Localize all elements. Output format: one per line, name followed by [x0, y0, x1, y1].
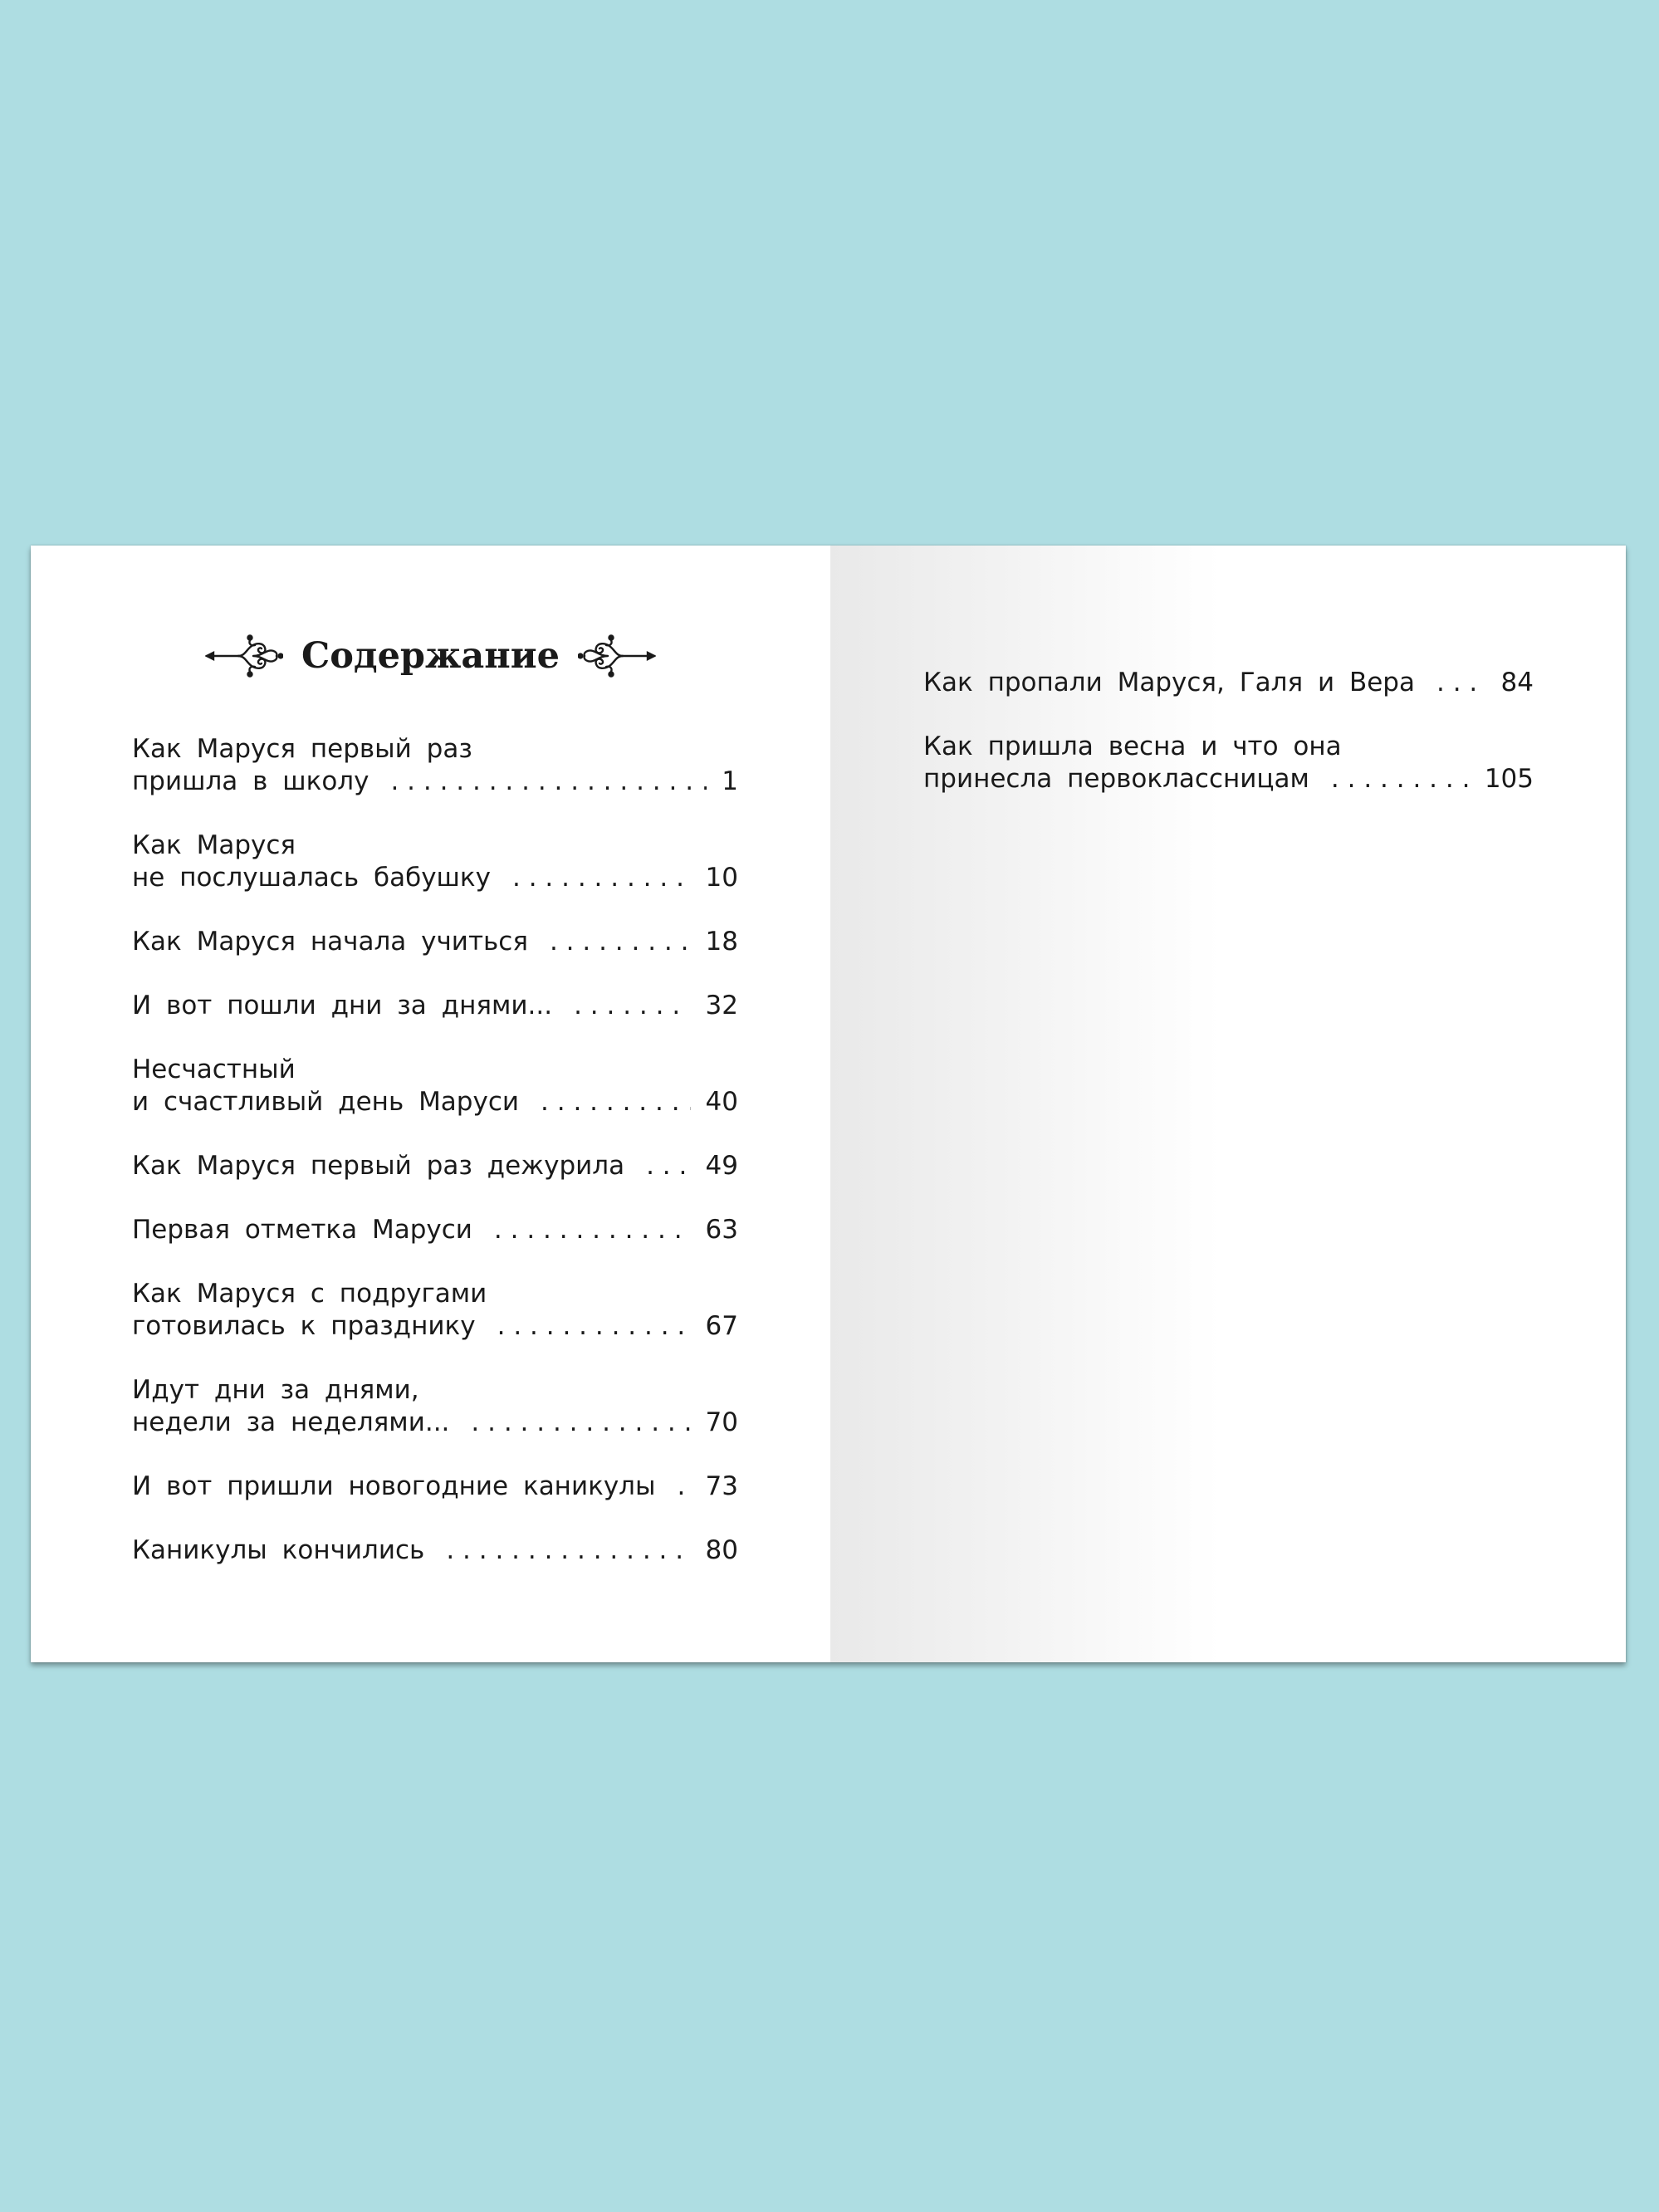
toc-entry-title-line: Каникулы кончились [132, 1535, 425, 1565]
toc-list-left [132, 733, 738, 1598]
toc-entry-title-line: Как Маруся с подругами [132, 1279, 487, 1309]
toc-list-right [923, 667, 1534, 827]
toc-entry-title-line: И вот пришли новогодние каникулы [132, 1471, 656, 1501]
left-page [31, 546, 830, 1662]
toc-entry[interactable] [132, 1471, 738, 1503]
toc-entry-last-line [132, 1214, 738, 1246]
dot-leader [646, 1150, 690, 1182]
toc-entry-last-line [923, 667, 1534, 699]
toc-entry-last-line [132, 990, 738, 1022]
toc-entry-last-line [132, 1407, 738, 1439]
toc-page-number: 10 [705, 863, 738, 893]
toc-entry-title-line: Как Маруся начала учиться [132, 927, 528, 957]
dot-leader [541, 1086, 691, 1118]
toc-entry-title-line: готовилась к празднику [132, 1311, 476, 1341]
toc-page-number: 67 [705, 1311, 738, 1341]
toc-entry[interactable] [132, 1214, 738, 1246]
toc-entry-last-line [132, 1086, 738, 1118]
toc-entry-title-line: недели за неделями... [132, 1407, 450, 1437]
toc-entry-title-line: И вот пошли дни за днями... [132, 991, 553, 1020]
toc-entry-last-line [132, 1471, 738, 1503]
toc-entry-title-line: Идут дни за днями, [132, 1375, 419, 1405]
flourish-ornament-left-icon [205, 631, 283, 681]
toc-page-number: 32 [705, 991, 738, 1020]
toc-entry-title-line: и счастливый день Маруси [132, 1087, 520, 1117]
toc-entry-title-line: принесла первоклассницам [923, 764, 1309, 794]
toc-entry-last-line [132, 766, 738, 798]
toc-entry-title-line: Несчастный [132, 1055, 296, 1084]
toc-heading [31, 627, 830, 685]
toc-page-number: 105 [1484, 764, 1534, 794]
toc-entry-last-line [132, 1534, 738, 1567]
dot-leader [1331, 763, 1470, 795]
toc-entry-title-line: пришла в школу [132, 766, 369, 796]
toc-page-number: 73 [705, 1471, 738, 1501]
toc-page-number: 49 [705, 1151, 738, 1181]
flourish-ornament-right-icon [578, 631, 656, 681]
toc-title: Содержание [301, 635, 560, 677]
dot-leader [446, 1534, 690, 1567]
toc-entry[interactable] [132, 1150, 738, 1182]
dot-leader [512, 862, 691, 894]
toc-entry-last-line [132, 1310, 738, 1343]
toc-page-number: 63 [705, 1215, 738, 1245]
toc-entry[interactable] [132, 1278, 738, 1343]
toc-entry[interactable] [132, 990, 738, 1022]
toc-entry[interactable] [132, 1534, 738, 1567]
dot-leader [497, 1310, 691, 1343]
toc-entry-last-line [923, 763, 1534, 795]
toc-page-number: 84 [1500, 668, 1534, 697]
toc-entry-last-line [132, 926, 738, 958]
toc-entry-title-line: Как Маруся [132, 830, 296, 860]
toc-entry-title-line: Как Маруся первый раз [132, 734, 472, 764]
dot-leader [390, 766, 707, 798]
toc-entry-last-line [132, 1150, 738, 1182]
toc-entry[interactable] [132, 830, 738, 894]
toc-entry-title-line: Как Маруся первый раз дежурила [132, 1151, 625, 1181]
dot-leader [494, 1214, 691, 1246]
toc-entry[interactable] [923, 667, 1534, 699]
toc-entry[interactable] [132, 1374, 738, 1439]
right-page [830, 546, 1626, 1662]
toc-entry[interactable] [132, 1054, 738, 1118]
toc-entry-title-line: не послушалась бабушку [132, 863, 491, 893]
toc-entry-title-line: Как пришла весна и что она [923, 732, 1342, 761]
toc-entry[interactable] [132, 926, 738, 958]
dot-leader [1436, 667, 1486, 699]
toc-entry[interactable] [132, 733, 738, 798]
dot-leader [471, 1407, 690, 1439]
dot-leader [677, 1471, 690, 1503]
toc-entry-last-line [132, 862, 738, 894]
toc-page-number: 18 [705, 927, 738, 957]
toc-page-number: 80 [705, 1535, 738, 1565]
toc-page-number: 40 [705, 1087, 738, 1117]
book-spread [31, 546, 1626, 1662]
toc-entry-title-line: Как пропали Маруся, Галя и Вера [923, 668, 1415, 697]
toc-entry-title-line: Первая отметка Маруси [132, 1215, 472, 1245]
toc-entry[interactable] [923, 731, 1534, 795]
dot-leader [574, 990, 690, 1022]
toc-page-number: 1 [722, 766, 738, 796]
toc-page-number: 70 [705, 1407, 738, 1437]
dot-leader [550, 926, 691, 958]
